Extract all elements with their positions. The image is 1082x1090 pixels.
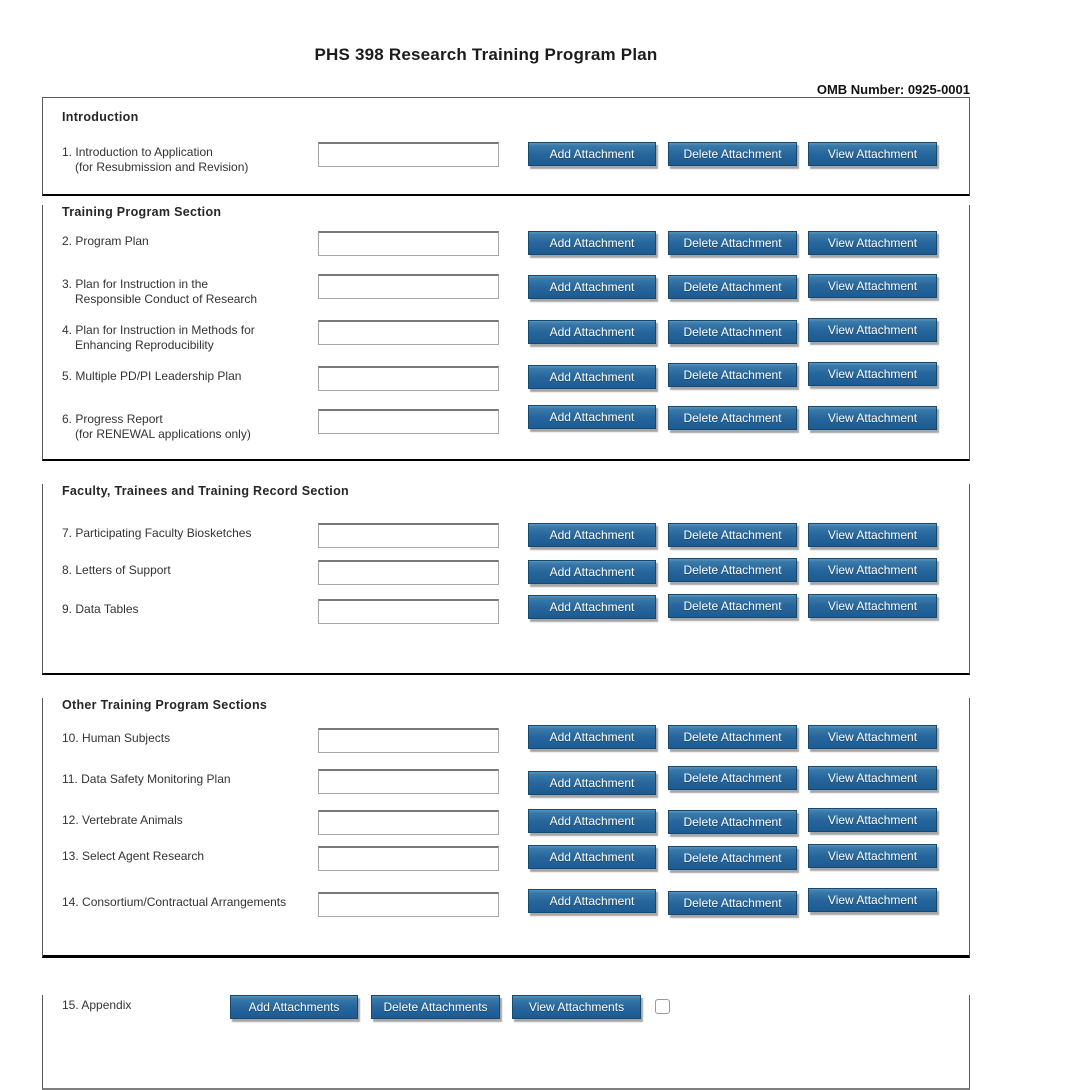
attachment-filename-input[interactable]	[318, 892, 499, 917]
row-label	[62, 231, 318, 249]
form-row	[43, 560, 969, 585]
delete-attachment-button[interactable]: Delete Attachment	[668, 594, 797, 618]
row-label-text: Introduction to Application	[75, 145, 213, 159]
form-row	[43, 409, 969, 442]
row-label-line1	[62, 998, 230, 1013]
row-label-line1	[62, 849, 318, 864]
form-row	[43, 892, 969, 917]
form-row	[43, 728, 969, 753]
add-attachment-button[interactable]: Add Attachment	[528, 771, 656, 795]
delete-attachment-button[interactable]: Delete Attachment	[668, 891, 797, 915]
row-label-line1	[62, 731, 318, 746]
row-number: 15.	[62, 998, 79, 1012]
view-attachment-button[interactable]: View Attachment	[808, 274, 937, 298]
row-number: 7.	[62, 526, 73, 540]
row-label-line2: Enhancing Reproducibility	[75, 338, 214, 352]
add-attachment-button[interactable]: Add Attachment	[528, 275, 656, 299]
attachment-filename-input[interactable]	[318, 810, 499, 835]
view-attachment-button[interactable]: View Attachment	[808, 766, 937, 790]
form-body	[42, 97, 970, 1090]
row-number: 8.	[62, 563, 73, 577]
row-number: 3.	[62, 277, 73, 291]
row-label-line1	[62, 145, 318, 160]
section-header: Faculty, Trainees and Training Record Section	[62, 484, 349, 498]
form-row	[43, 599, 969, 624]
form-row	[43, 231, 969, 256]
row-number: 1.	[62, 145, 73, 159]
form-row	[43, 366, 969, 391]
add-attachment-button[interactable]: Add Attachment	[528, 231, 656, 255]
row-label-text: Progress Report	[75, 412, 163, 426]
view-attachment-button[interactable]: View Attachment	[808, 142, 937, 166]
section-header: Training Program Section	[62, 205, 222, 219]
add-attachment-button[interactable]: Add Attachment	[528, 365, 656, 389]
row-number: 13.	[62, 849, 79, 863]
add-attachment-button[interactable]: Add Attachment	[528, 320, 656, 344]
delete-attachment-button[interactable]: Delete Attachment	[668, 810, 797, 834]
appendix-row	[43, 995, 969, 1019]
row-number: 9.	[62, 602, 73, 616]
add-attachment-button[interactable]: Add Attachment	[528, 560, 656, 584]
attachment-filename-input[interactable]	[318, 142, 499, 167]
attachment-filename-input[interactable]	[318, 523, 499, 548]
row-label	[62, 810, 318, 828]
form-row	[43, 523, 969, 548]
row-label-text: Select Agent Research	[82, 849, 205, 863]
form-row	[43, 142, 969, 175]
form-row	[43, 769, 969, 794]
row-label-line1	[62, 323, 318, 338]
row-label-line1	[62, 234, 318, 249]
row-label	[62, 995, 230, 1013]
attachment-filename-input[interactable]	[318, 320, 499, 345]
attachment-filename-input[interactable]	[318, 274, 499, 299]
section-training-program-section	[42, 205, 970, 461]
add-attachment-button[interactable]: Add Attachment	[528, 523, 656, 547]
view-attachment-button[interactable]: View Attachment	[808, 725, 937, 749]
view-attachment-button[interactable]: View Attachment	[808, 406, 937, 430]
row-label-line1	[62, 412, 318, 427]
add-attachment-button[interactable]: Add Attachment	[528, 809, 656, 833]
row-label	[62, 274, 318, 307]
add-attachment-button[interactable]: Add Attachment	[528, 142, 656, 166]
row-label	[62, 892, 318, 910]
view-attachment-button[interactable]: View Attachment	[808, 558, 937, 582]
section-header: Other Training Program Sections	[62, 698, 268, 712]
form-row	[43, 320, 969, 353]
attachment-filename-input[interactable]	[318, 769, 499, 794]
attachment-filename-input[interactable]	[318, 560, 499, 585]
row-label-text: Human Subjects	[82, 731, 171, 745]
row-label-text: Program Plan	[75, 234, 149, 248]
section-other-training-program-sections	[42, 698, 970, 958]
row-label-text: Consortium/Contractual Arrangements	[82, 895, 287, 909]
section-faculty-trainees-and-training-record-section	[42, 484, 970, 675]
delete-attachment-button[interactable]: Delete Attachment	[668, 231, 797, 255]
attachment-filename-input[interactable]	[318, 231, 499, 256]
add-attachment-button[interactable]: Add Attachment	[528, 405, 656, 429]
add-attachment-button[interactable]: Add Attachment	[528, 595, 656, 619]
add-attachment-button[interactable]: Add Attachment	[528, 889, 656, 913]
row-label-text: Data Tables	[75, 602, 139, 616]
attachment-filename-input[interactable]	[318, 599, 499, 624]
delete-attachment-button[interactable]: Delete Attachment	[668, 558, 797, 582]
view-attachment-button[interactable]: View Attachment	[808, 844, 937, 868]
row-label-line1	[62, 602, 318, 617]
row-number: 11.	[62, 772, 78, 786]
appendix-checkbox[interactable]	[655, 999, 670, 1014]
section-header: Introduction	[62, 110, 139, 124]
section-introduction	[42, 97, 970, 196]
row-label	[62, 409, 318, 442]
row-label	[62, 769, 318, 787]
view-attachment-button[interactable]: View Attachment	[808, 362, 937, 386]
row-label-text: Data Safety Monitoring Plan	[81, 772, 231, 786]
row-label-line2: Responsible Conduct of Research	[75, 292, 258, 306]
row-label	[62, 599, 318, 617]
row-number: 2.	[62, 234, 73, 248]
section-appendix	[42, 995, 970, 1090]
row-label-line2: (for RENEWAL applications only)	[75, 427, 251, 441]
delete-attachment-button[interactable]: Delete Attachment	[668, 275, 797, 299]
view-attachment-button[interactable]: View Attachment	[808, 594, 937, 618]
row-label	[62, 320, 318, 353]
row-label	[62, 366, 318, 384]
add-attachment-buttons[interactable]: Add Attachments	[230, 995, 358, 1019]
row-label-text: Participating Faculty Biosketches	[75, 526, 252, 540]
page-title: PHS 398 Research Training Program Plan	[314, 45, 658, 64]
row-label	[62, 523, 318, 541]
row-label	[62, 728, 318, 746]
view-attachment-button[interactable]: View Attachment	[808, 231, 937, 255]
row-number: 5.	[62, 369, 73, 383]
row-label-line1	[62, 277, 318, 292]
row-label-line1	[62, 813, 318, 828]
row-label-text: Plan for Instruction in Methods for	[75, 323, 255, 337]
omb-number: OMB Number: 0925-0001	[816, 82, 970, 97]
row-label-text: Vertebrate Animals	[82, 813, 183, 827]
delete-attachment-button[interactable]: Delete Attachment	[668, 320, 797, 344]
delete-attachment-button[interactable]: Delete Attachment	[668, 363, 797, 387]
delete-attachment-button[interactable]: Delete Attachment	[668, 846, 797, 870]
row-number: 6.	[62, 412, 73, 426]
attachment-filename-input[interactable]	[318, 846, 499, 871]
row-label-text: Appendix	[81, 998, 132, 1012]
form-row	[43, 810, 969, 835]
row-number: 10.	[62, 731, 79, 745]
delete-attachment-button[interactable]: Delete Attachment	[668, 766, 797, 790]
row-number: 12.	[62, 813, 79, 827]
delete-attachment-button[interactable]: Delete Attachment	[668, 725, 797, 749]
row-label-line1	[62, 526, 318, 541]
row-label-text: Multiple PD/PI Leadership Plan	[75, 369, 242, 383]
row-label-line1	[62, 563, 318, 578]
view-attachment-button[interactable]: View Attachment	[808, 318, 937, 342]
view-attachment-button[interactable]: View Attachment	[808, 523, 937, 547]
delete-attachment-buttons[interactable]: Delete Attachments	[371, 995, 500, 1019]
row-label-line1	[62, 895, 318, 910]
form-row	[43, 846, 969, 871]
delete-attachment-button[interactable]: Delete Attachment	[668, 523, 797, 547]
add-attachment-button[interactable]: Add Attachment	[528, 845, 656, 869]
view-attachment-buttons[interactable]: View Attachments	[512, 995, 641, 1019]
row-label-line1	[62, 369, 318, 384]
delete-attachment-button[interactable]: Delete Attachment	[668, 406, 797, 430]
row-label	[62, 142, 318, 175]
row-label	[62, 560, 318, 578]
add-attachment-button[interactable]: Add Attachment	[528, 725, 656, 749]
row-label-line1	[62, 772, 318, 787]
view-attachment-button[interactable]: View Attachment	[808, 888, 937, 912]
row-number: 4.	[62, 323, 73, 337]
view-attachment-button[interactable]: View Attachment	[808, 808, 937, 832]
delete-attachment-button[interactable]: Delete Attachment	[668, 142, 797, 166]
row-label-line2: (for Resubmission and Revision)	[75, 160, 249, 174]
attachment-filename-input[interactable]	[318, 366, 499, 391]
attachment-filename-input[interactable]	[318, 728, 499, 753]
attachment-filename-input[interactable]	[318, 409, 499, 434]
row-number: 14.	[62, 895, 79, 909]
row-label-text: Plan for Instruction in the	[75, 277, 209, 291]
form-row	[43, 274, 969, 307]
row-label	[62, 846, 318, 864]
row-label-text: Letters of Support	[75, 563, 171, 577]
